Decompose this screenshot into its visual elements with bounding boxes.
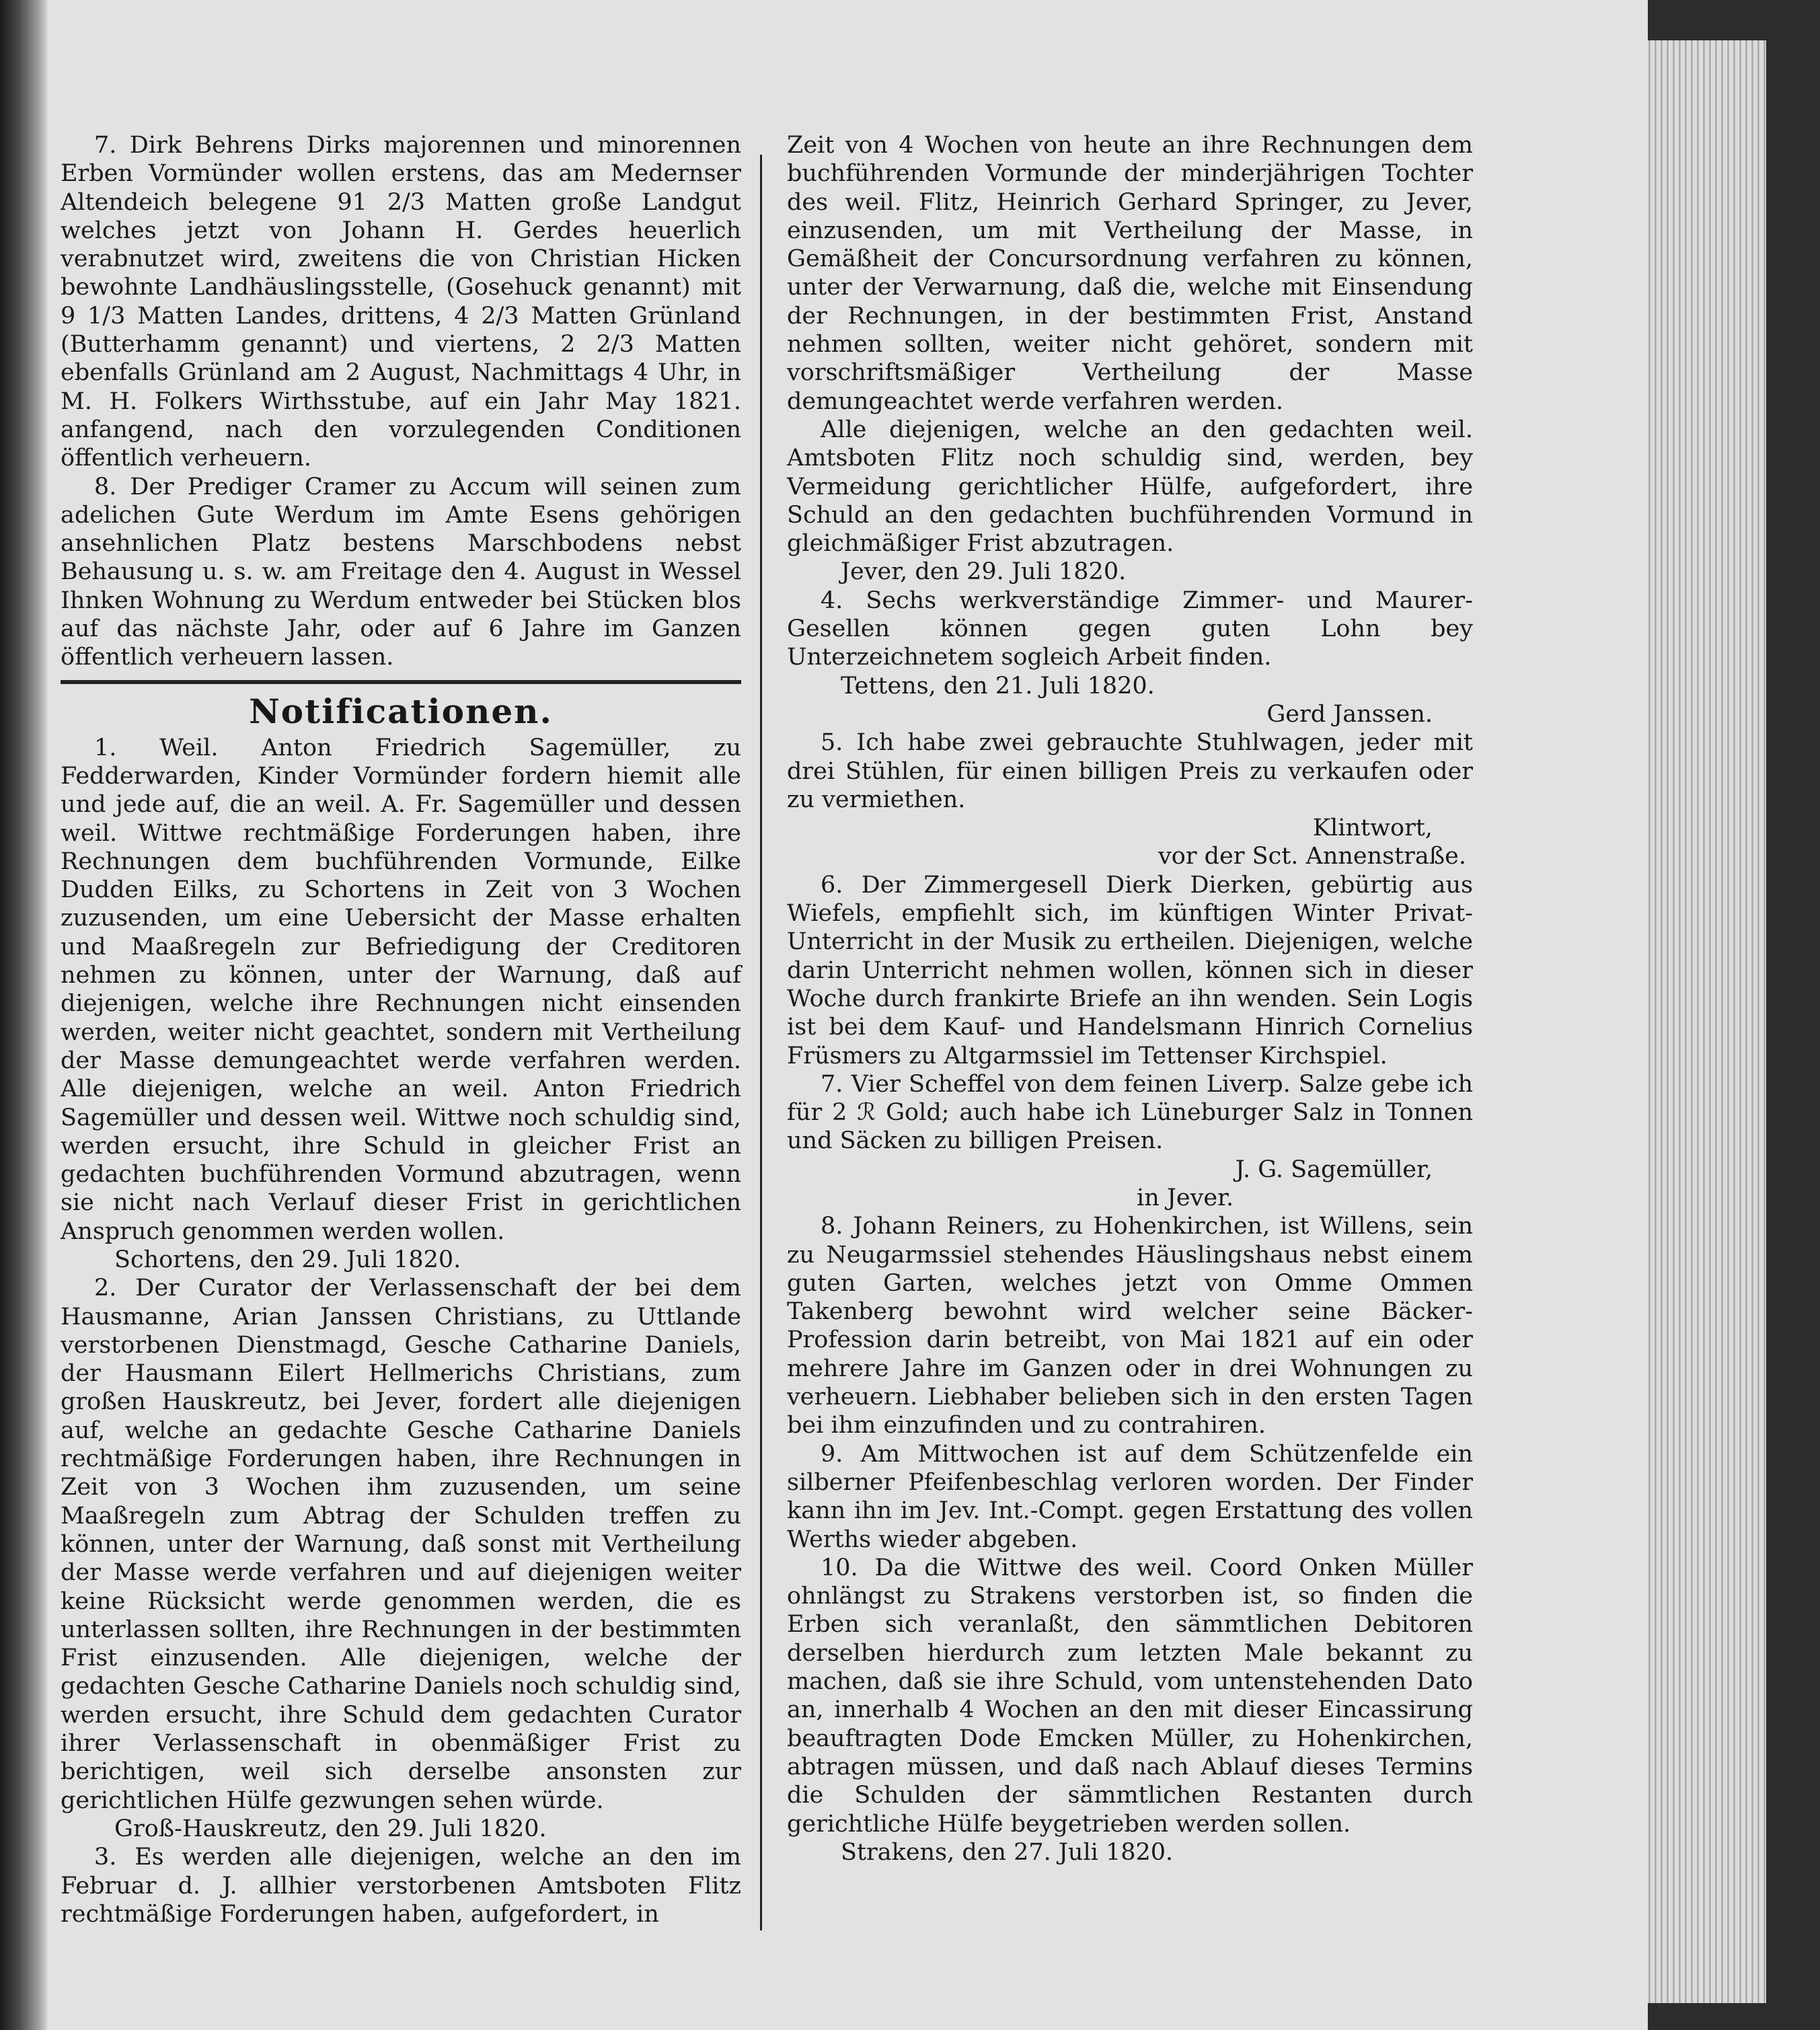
notification-8: 8. Johann Reiners, zu Hohenkirchen, ist Willens, sein zu Neugarmssiel stehendes Häuslingshaus nebst einem guten Garten, welches jetzt von Omme Ommen Takenberg bewohnt wird welcher seine Bäcker-Profession darin betreibt, von Mai 1821 auf ein oder mehrere Jahre im Ganzen oder in drei Wohnungen zu verheuern. Liebhaber belieben sich in den ersten Tagen bei ihm einzufinden und zu contrahiren. [787,1213,1473,1439]
notification-4-dateline: Tettens, den 21. Juli 1820. [841,672,1155,700]
notification-4: 4. Sechs werkverständige Zimmer- und Maurer-Gesellen können gegen guten Lohn bey Unterzeichnetem sogleich Arbeit finden. [787,587,1473,671]
book-gutter-shadow [0,0,47,2030]
notification-5-address: vor der Sct. Annenstraße. [1158,843,1466,870]
notification-3-paragraph-2: Alle diejenigen, welche an den gedachten weil. Amtsboten Flitz noch schuldig sind, werden, bey Vermeidung gerichtlicher Hülfe, aufgefordert, ihre Schuld an den gedachten buchführenden Vormund in gleichmäßiger Frist abzutragen. [787,416,1473,558]
notification-1: 1. Weil. Anton Friedrich Sagemüller, zu Fedderwarden, Kinder Vormünder fordern hiemit alle und jede auf, die an weil. A. Fr. Sagemüller und dessen weil. Wittwe rechtmäßige Forderungen haben, ihre Rechnungen dem buchführenden Vormunde, Eilke Dudden Eilks, zu Schortens in Zeit von 3 Wochen zuzusenden, um eine Uebersicht der Masse erhalten und Maaßregeln zur Befriedigung der Creditoren nehmen zu können, unter der Warnung, daß auf diejenigen, welche ihre Rechnungen nicht einsenden werden, weiter nicht geachtet, sondern mit Vertheilung der Masse demungeachtet werde verfahren werden. Alle diejenigen, welche an weil. Anton Friedrich Sagemüller und dessen weil. Wittwe noch schuldig sind, werden ersucht, ihre Schuld in gleicher Frist an gedachten buchführenden Vormund abzutragen, wenn sie nicht nach Verlauf dieser Frist in gerichtlichen Anspruch genommen werden wollen. [61,734,741,1245]
left-column [61,131,741,1928]
notification-7-location: in Jever. [1137,1184,1234,1211]
notification-2-dateline: Groß-Hauskreutz, den 29. Juli 1820. [114,1815,547,1842]
notice-8-lease: 8. Der Prediger Cramer zu Accum will seinen zum adelichen Gute Werdum im Amte Esens gehörigen ansehnlichen Platz bestens Marschbodens nebst Behausung u. s. w. am Freitage den 4. August in Wessel Ihnken Wohnung zu Werdum entweder bei Stücken blos auf das nächste Jahr, oder auf 6 Jahre im Ganzen öffentlich verheuern lassen. [61,473,741,671]
notice-7-lease: 7. Dirk Behrens Dirks majorennen und minorennen Erben Vormünder wollen erstens, das am Medernser Altendeich belegene 91 2/3 Matten große Landgut welches jetzt von Johann H. Gerdes heuerlich verabnutzet wird, zweitens die von Christian Hicken bewohnte Landhäuslingsstelle, (Gosehuck genannt) mit 9 1/3 Matten Landes, drittens, 4 2/3 Matten Grünland (Butterhamm genannt) und viertens, 2 2/3 Matten ebenfalls Grünland am 2 August, Nachmittags 4 Uhr, in M. H. Folkers Wirthsstube, auf ein Jahr May 1821. anfangend, nach den vorzulegenden Conditionen öffentlich verheuern. [61,132,741,472]
notification-10: 10. Da die Wittwe des weil. Coord Onken Müller ohnlängst zu Strakens verstorben ist, so finden die Erben sich veranlaßt, den sämmtlichen Debitoren derselben hierdurch zum letzten Male bekannt zu machen, daß sie ihre Schuld, vom untenstehenden Dato an, innerhalb 4 Wochen an den mit dieser Eincassirung beauftragten Dode Emcken Müller, zu Hohenkirchen, abtragen müssen, und daß nach Ablauf dieses Termins die Schulden der sämmtlichen Restanten durch gerichtliche Hülfe beygetrieben werden sollen. [787,1554,1473,1838]
right-column [787,131,1473,1867]
section-divider-rule [61,680,741,684]
notification-1-dateline: Schortens, den 29. Juli 1820. [114,1246,461,1273]
column-divider-rule [760,155,762,1930]
notification-10-dateline: Strakens, den 27. Juli 1820. [841,1838,1174,1866]
notification-4-signature: Gerd Janssen. [1266,700,1433,728]
section-heading: Notificationen. [249,691,553,731]
notification-7: 7. Vier Scheffel von dem feinen Liverp. Salze gebe ich für 2 ℛ Gold; auch habe ich Lüneburger Salz in Tonnen und Säcken zu billigen Preisen. [787,1070,1473,1155]
notification-5: 5. Ich habe zwei gebrauchte Stuhlwagen, jeder mit drei Stühlen, für einen billigen Preis zu verkaufen oder zu vermiethen. [787,729,1473,813]
book-page-edges [1638,0,1820,2030]
newspaper-page [47,0,1648,2030]
notification-5-signature: Klintwort, [1312,815,1433,842]
notification-7-signature: J. G. Sagemüller, [1235,1156,1433,1183]
notification-9: 9. Am Mittwochen ist auf dem Schützenfelde ein silberner Pfeifenbeschlag verloren worden. Der Finder kann ihn im Jev. Int.-Compt. gegen Erstattung des vollen Werths wieder abgeben. [787,1440,1473,1553]
notification-2: 2. Der Curator der Verlassenschaft der bei dem Hausmanne, Arian Janssen Christians, zu Uttlande verstorbenen Dienstmagd, Gesche Catharine Daniels, der Hausmann Eilert Hellmerichs Christians, zum großen Hauskreutz, bei Jever, fordert alle diejenigen auf, welche an gedachte Gesche Catharine Daniels rechtmäßige Forderungen haben, ihre Rechnungen in Zeit von 3 Wochen ihm zuzusenden, um seine Maaßregeln zum Abtrag der Schulden treffen zu können, unter der Warnung, daß sonst mit Vertheilung der Masse werde verfahren und auf diejenigen weiter keine Rücksicht werde genommen werden, die es unterlassen sollten, ihre Rechnungen in der bestimmten Frist einzusenden. Alle diejenigen, welche der gedachten Gesche Catharine Daniels noch schuldig sind, werden ersucht, ihre Schuld dem gedachten Curator ihrer Verlassenschaft in obenmäßiger Frist zu berichtigen, weil sich derselbe ansonsten zur gerichtlichen Hülfe gezwungen sehen würde. [61,1275,741,1814]
notification-3-dateline: Jever, den 29. Juli 1820. [841,558,1127,586]
notification-3-continued: Zeit von 4 Wochen von heute an ihre Rechnungen dem buchführenden Vormunde der minderjährigen Tochter des weil. Flitz, Heinrich Gerhard Springer, zu Jever, einzusenden, um mit Vertheilung der Masse, in Gemäßheit der Concursordnung verfahren zu können, unter der Verwarnung, daß die, welche mit Einsendung der Rechnungen, in der bestimmten Frist, Anstand nehmen sollten, weiter nicht gehöret, sondern mit vorschriftsmäßiger Vertheilung der Masse demungeachtet werde verfahren werden. [787,132,1473,415]
notification-6: 6. Der Zimmergesell Dierk Dierken, gebürtig aus Wiefels, empfiehlt sich, im künftigen Winter Privat-Unterricht in der Musik zu ertheilen. Diejenigen, welche darin Unterricht nehmen wollen, können sich in dieser Woche durch frankirte Briefe an ihn wenden. Sein Logis ist bei dem Kauf- und Handelsmann Hinrich Cornelius Früsmers zu Altgarmssiel im Tettenser Kirchspiel. [787,871,1473,1069]
notification-3-start: 3. Es werden alle diejenigen, welche an den im Februar d. J. allhier verstorbenen Amtsboten Flitz rechtmäßige Forderungen haben, aufgefordert, in [61,1844,741,1928]
